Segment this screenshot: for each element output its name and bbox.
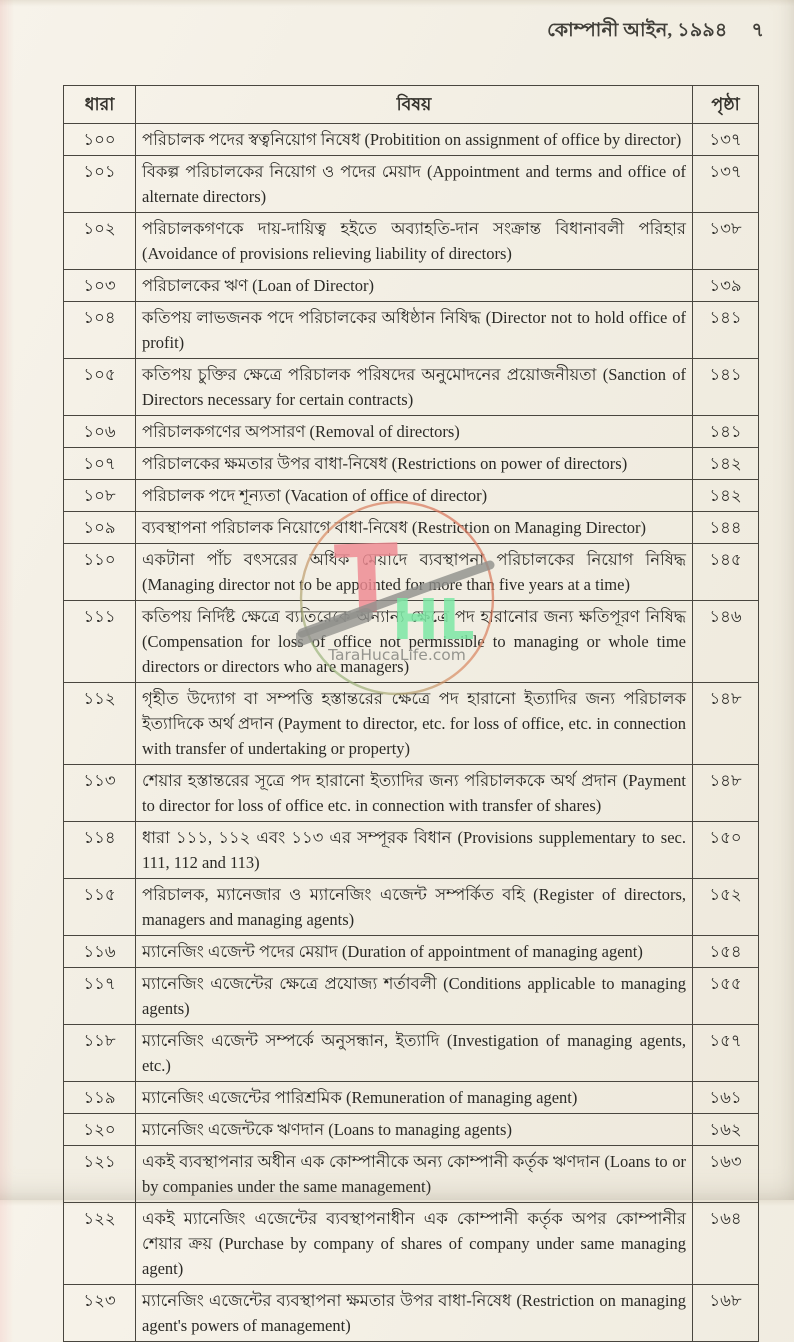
table-row bbox=[64, 936, 759, 968]
watermark-site-text: TaraHucaLife.com bbox=[328, 646, 466, 664]
section-cell: ১২০ bbox=[64, 1114, 136, 1146]
table-row bbox=[64, 1203, 759, 1285]
page-cell: ১৫৪ bbox=[693, 936, 759, 968]
table-row bbox=[64, 1082, 759, 1114]
subject-cell: পরিচালক পদের স্বত্বনিয়োগ নিষেধ (Probitition on assignment of office by director) bbox=[136, 124, 693, 156]
table-row bbox=[64, 683, 759, 765]
section-cell: ১২৩ bbox=[64, 1285, 136, 1342]
watermark-letter-t: T bbox=[332, 524, 401, 636]
page-cell: ১৪৪ bbox=[693, 512, 759, 544]
subject-cell: পরিচালকের ক্ষমতার উপর বাধা-নিষেধ (Restrictions on power of directors) bbox=[136, 448, 693, 480]
section-cell: ১০৬ bbox=[64, 416, 136, 448]
page-cell: ১৩৮ bbox=[693, 213, 759, 270]
table-row bbox=[64, 544, 759, 601]
section-cell: ১২২ bbox=[64, 1203, 136, 1285]
page-cell: ১৬১ bbox=[693, 1082, 759, 1114]
section-cell: ১০৫ bbox=[64, 359, 136, 416]
subject-cell: বিকল্প পরিচালকের নিয়োগ ও পদের মেয়াদ (Appointment and terms and office of alternate directors) bbox=[136, 156, 693, 213]
subject-cell: কতিপয় নির্দিষ্ট ক্ষেত্রে ব্যতিরেকে অন্যান্য ক্ষেত্রে পদ হারানোর জন্য ক্ষতিপূরণ নিষিদ্ধ (Compensation for loss of office not permissible to managing or whole time directors or directors who are managers) bbox=[136, 601, 693, 683]
section-cell: ১২১ bbox=[64, 1146, 136, 1203]
section-cell: ১১১ bbox=[64, 601, 136, 683]
section-cell: ১০৪ bbox=[64, 302, 136, 359]
subject-cell: ধারা ১১১, ১১২ এবং ১১৩ এর সম্পূরক বিধান (Provisions supplementary to sec. 111, 112 and 113) bbox=[136, 822, 693, 879]
section-cell: ১১৬ bbox=[64, 936, 136, 968]
subject-cell: ম্যানেজিং এজেন্ট সম্পর্কে অনুসন্ধান, ইত্যাদি (Investigation of managing agents, etc.) bbox=[136, 1025, 693, 1082]
table-row bbox=[64, 512, 759, 544]
section-cell: ১০১ bbox=[64, 156, 136, 213]
page-cell: ১৩৯ bbox=[693, 270, 759, 302]
page-cell: ১৬৩ bbox=[693, 1146, 759, 1203]
subject-cell: কতিপয় লাভজনক পদে পরিচালকের অধিষ্ঠান নিষিদ্ধ (Director not to hold office of profit) bbox=[136, 302, 693, 359]
section-cell: ১১৪ bbox=[64, 822, 136, 879]
subject-cell: ম্যানেজিং এজেন্টের ক্ষেত্রে প্রযোজ্য শর্তাবলী (Conditions applicable to managing agents) bbox=[136, 968, 693, 1025]
toc-header-row bbox=[64, 86, 759, 124]
page-cell: ১৪৬ bbox=[693, 601, 759, 683]
subject-cell: পরিচালক পদে শূন্যতা (Vacation of office of director) bbox=[136, 480, 693, 512]
section-cell: ১১৭ bbox=[64, 968, 136, 1025]
page-cell: ১৫০ bbox=[693, 822, 759, 879]
column-header-section: ধারা bbox=[64, 86, 136, 124]
section-cell: ১১২ bbox=[64, 683, 136, 765]
section-cell: ১০৭ bbox=[64, 448, 136, 480]
subject-cell: একই ম্যানেজিং এজেন্টের ব্যবস্থাপনাধীন এক কোম্পানী কর্তৃক অপর কোম্পানীর শেয়ার ক্রয় (Purchase by company of shares of company under same managing agent) bbox=[136, 1203, 693, 1285]
subject-cell: পরিচালকগণকে দায়-দায়িত্ব হইতে অব্যাহতি-দান সংক্রান্ত বিধানাবলী পরিহার (Avoidance of provisions relieving liability of directors) bbox=[136, 213, 693, 270]
section-cell: ১১০ bbox=[64, 544, 136, 601]
page-cell: ১৫৭ bbox=[693, 1025, 759, 1082]
section-cell: ১১৩ bbox=[64, 765, 136, 822]
table-row bbox=[64, 302, 759, 359]
page-cell: ১৪৮ bbox=[693, 683, 759, 765]
page-cell: ১৬৮ bbox=[693, 1285, 759, 1342]
subject-cell: পরিচালকের ঋণ (Loan of Director) bbox=[136, 270, 693, 302]
section-cell: ১০৩ bbox=[64, 270, 136, 302]
table-row bbox=[64, 879, 759, 936]
subject-cell: পরিচালক, ম্যানেজার ও ম্যানেজিং এজেন্ট সম্পর্কিত বহি (Register of directors, managers and managing agents) bbox=[136, 879, 693, 936]
page-cell: ১৪৮ bbox=[693, 765, 759, 822]
page-cell: ১৫২ bbox=[693, 879, 759, 936]
table-row bbox=[64, 448, 759, 480]
section-cell: ১১৯ bbox=[64, 1082, 136, 1114]
subject-cell: গৃহীত উদ্যোগ বা সম্পত্তি হস্তান্তরের ক্ষেত্রে পদ হারানো ইত্যাদির জন্য পরিচালক ইত্যাদিকে অর্থ প্রদান (Payment to director, etc. for loss of office, etc. in connection with transfer of undertaking or property) bbox=[136, 683, 693, 765]
subject-cell: ম্যানেজিং এজেন্টের ব্যবস্থাপনা ক্ষমতার উপর বাধা-নিষেধ (Restriction on managing agent's powers of management) bbox=[136, 1285, 693, 1342]
table-row bbox=[64, 213, 759, 270]
section-cell: ১১৮ bbox=[64, 1025, 136, 1082]
column-header-page: পৃষ্ঠা bbox=[693, 86, 759, 124]
subject-cell: ব্যবস্থাপনা পরিচালক নিয়োগে বাধা-নিষেধ (Restriction on Managing Director) bbox=[136, 512, 693, 544]
subject-cell: পরিচালকগণের অপসারণ (Removal of directors) bbox=[136, 416, 693, 448]
page-header bbox=[547, 16, 764, 48]
table-row bbox=[64, 822, 759, 879]
table-row bbox=[64, 156, 759, 213]
page-cell: ১৪৫ bbox=[693, 544, 759, 601]
page-cell: ১৪১ bbox=[693, 359, 759, 416]
page-cell: ১৪১ bbox=[693, 416, 759, 448]
section-cell: ১০৯ bbox=[64, 512, 136, 544]
subject-cell: শেয়ার হস্তান্তরের সূত্রে পদ হারানো ইত্যাদির জন্য পরিচালককে অর্থ প্রদান (Payment to director for loss of office etc. in connection with transfer of shares) bbox=[136, 765, 693, 822]
page-cell: ১৪২ bbox=[693, 448, 759, 480]
table-row bbox=[64, 601, 759, 683]
table-row bbox=[64, 1114, 759, 1146]
section-cell: ১০০ bbox=[64, 124, 136, 156]
section-cell: ১০৮ bbox=[64, 480, 136, 512]
subject-cell: একই ব্যবস্থাপনার অধীন এক কোম্পানীকে অন্য কোম্পানী কর্তৃক ঋণদান (Loans to or by companies under the same management) bbox=[136, 1146, 693, 1203]
table-row bbox=[64, 765, 759, 822]
page-cell: ১৪২ bbox=[693, 480, 759, 512]
book-title: কোম্পানী আইন, ১৯৯৪ bbox=[547, 20, 728, 41]
table-row bbox=[64, 359, 759, 416]
table-row bbox=[64, 124, 759, 156]
table-row bbox=[64, 416, 759, 448]
table-row bbox=[64, 1025, 759, 1082]
page-cell: ১৩৭ bbox=[693, 156, 759, 213]
page-cell: ১৫৫ bbox=[693, 968, 759, 1025]
table-row bbox=[64, 270, 759, 302]
subject-cell: ম্যানেজিং এজেন্টকে ঋণদান (Loans to managing agents) bbox=[136, 1114, 693, 1146]
subject-cell: ম্যানেজিং এজেন্টের পারিশ্রমিক (Remuneration of managing agent) bbox=[136, 1082, 693, 1114]
page-cell: ১৩৭ bbox=[693, 124, 759, 156]
section-cell: ১০২ bbox=[64, 213, 136, 270]
page-cell: ১৪১ bbox=[693, 302, 759, 359]
subject-cell: কতিপয় চুক্তির ক্ষেত্রে পরিচালক পরিষদের অনুমোদনের প্রয়োজনীয়তা (Sanction of Directors necessary for certain contracts) bbox=[136, 359, 693, 416]
table-row bbox=[64, 1146, 759, 1203]
page-number: ৭ bbox=[751, 20, 764, 41]
toc-table bbox=[63, 85, 759, 1342]
table-row bbox=[64, 968, 759, 1025]
table-row bbox=[64, 1285, 759, 1342]
subject-cell: একটানা পাঁচ বৎসরের অধিক মেয়াদে ব্যবস্থাপনা পরিচালকের নিয়োগ নিষিদ্ধ (Managing director not to be appointed for more than five years at a time) bbox=[136, 544, 693, 601]
subject-cell: ম্যানেজিং এজেন্ট পদের মেয়াদ (Duration of appointment of managing agent) bbox=[136, 936, 693, 968]
column-header-subject: বিষয় bbox=[136, 86, 693, 124]
toc-body bbox=[64, 124, 759, 1342]
page-cell: ১৬২ bbox=[693, 1114, 759, 1146]
page-cell: ১৬৪ bbox=[693, 1203, 759, 1285]
section-cell: ১১৫ bbox=[64, 879, 136, 936]
table-row bbox=[64, 480, 759, 512]
watermark-letters-hl: HL bbox=[392, 588, 475, 653]
